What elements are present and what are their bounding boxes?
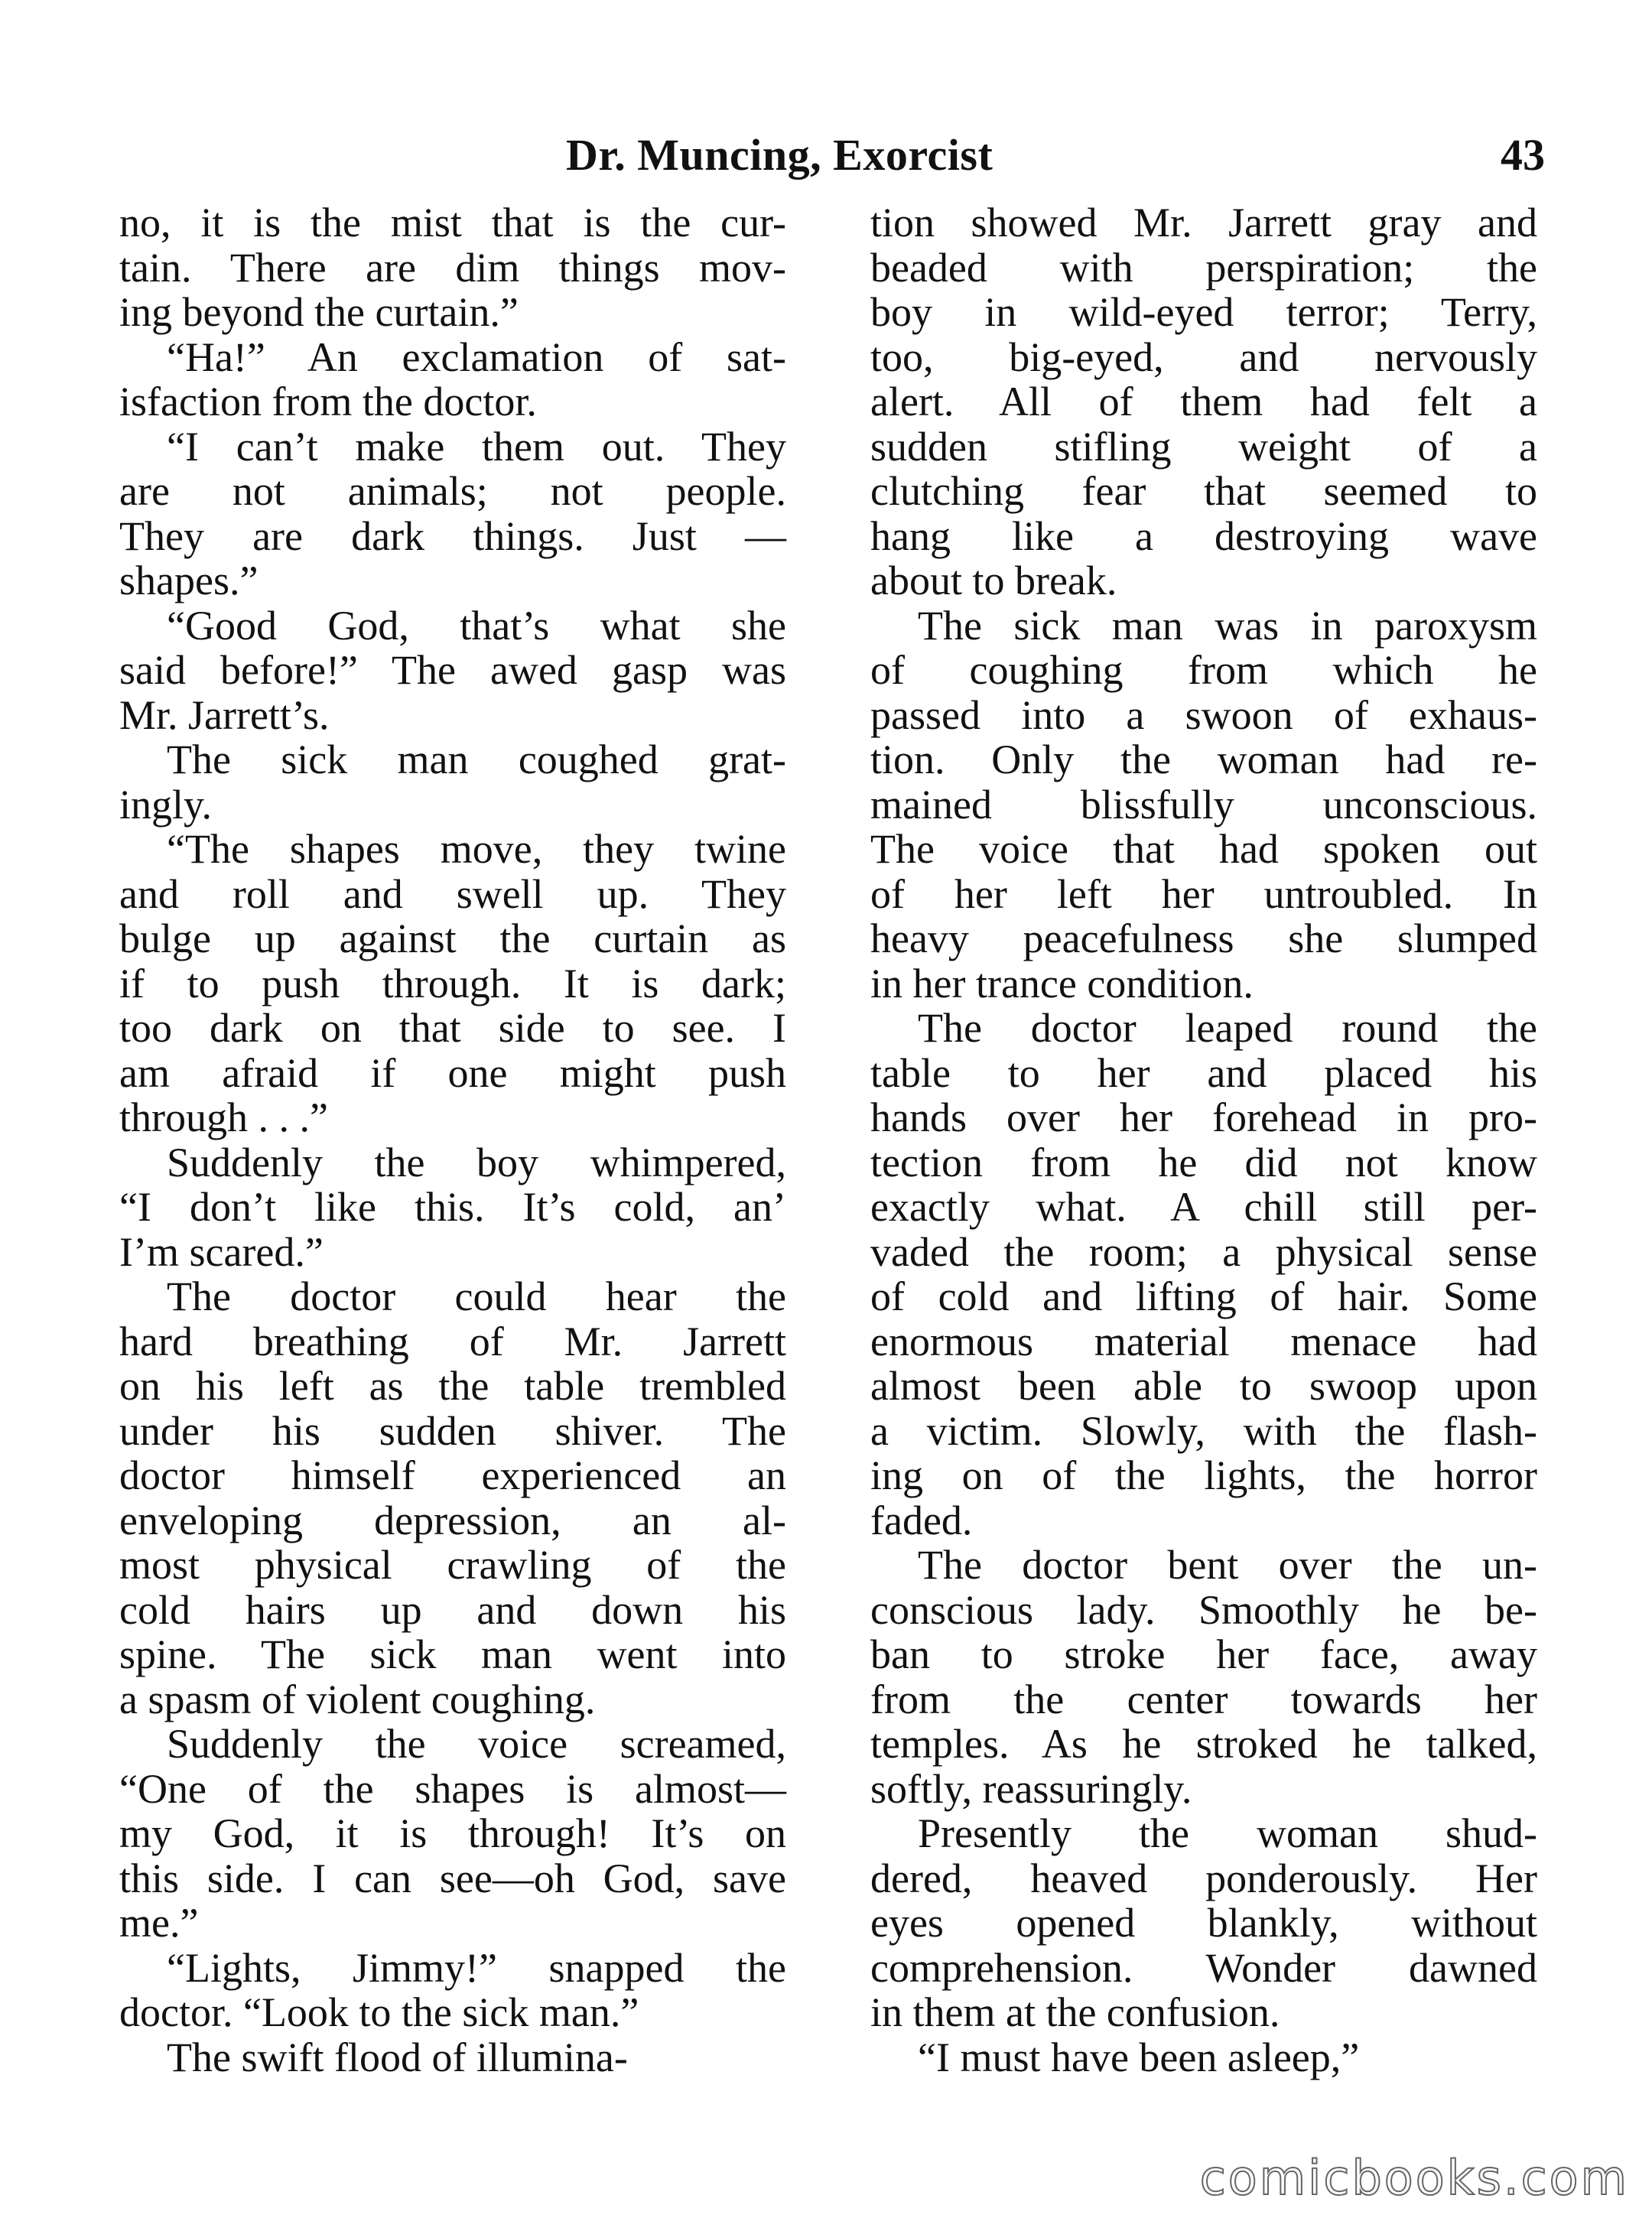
text-line: enveloping depression, an al-: [119, 1497, 786, 1543]
text-line: exactly what. A chill still per-: [870, 1184, 1537, 1230]
text-line: isfaction from the doctor.: [119, 379, 537, 424]
text-line: They are dark things. Just —: [119, 512, 786, 559]
text-line: vaded the room; a physical sense: [870, 1228, 1537, 1275]
text-line: sudden stifling weight of a: [870, 423, 1537, 470]
text-line: cold hairs up and down his: [119, 1586, 786, 1633]
text-line: tection from he did not know: [870, 1139, 1537, 1185]
text-line: too, big-eyed, and nervously: [870, 333, 1537, 380]
text-line: The swift flood of illumina-: [167, 2034, 628, 2080]
text-line: of cold and lifting of hair. Some: [870, 1273, 1537, 1319]
text-line: The voice that had spoken out: [870, 826, 1537, 872]
text-line: tain. There are dim things mov-: [119, 244, 786, 291]
text-line: “I don’t like this. It’s cold, an’: [119, 1184, 786, 1230]
text-line: on his left as the table trembled: [119, 1363, 786, 1409]
text-line: “Good God, that’s what she: [167, 602, 786, 649]
text-line: softly, reassuringly.: [870, 1765, 1192, 1812]
text-line: in her trance condition.: [870, 960, 1254, 1007]
right-column: [870, 200, 1537, 2080]
text-line: The sick man coughed grat-: [167, 737, 786, 782]
running-title: Dr. Muncing, Exorcist: [566, 130, 993, 180]
text-line: tion showed Mr. Jarrett gray and: [870, 200, 1537, 246]
text-line: this side. I can see—oh God, save: [119, 1855, 786, 1901]
text-line: mained blissfully unconscious.: [870, 781, 1537, 828]
text-line: The sick man was in paroxysm: [918, 602, 1537, 649]
text-line: Suddenly the boy whimpered,: [167, 1139, 786, 1185]
text-line: conscious lady. Smoothly he be-: [870, 1586, 1537, 1633]
text-line: me.”: [119, 1900, 199, 1946]
text-line: bulge up against the curtain as: [119, 915, 786, 961]
text-line: Mr. Jarrett’s.: [119, 691, 330, 738]
text-line: comprehension. Wonder dawned: [870, 1944, 1537, 1991]
text-line: if to push through. It is dark;: [119, 960, 786, 1007]
running-header: [566, 121, 1545, 190]
text-line: my God, it is through! It’s on: [119, 1810, 786, 1856]
text-line: spine. The sick man went into: [119, 1631, 786, 1677]
text-line: ingly.: [119, 781, 212, 828]
text-line: passed into a swoon of exhaus-: [870, 691, 1537, 738]
text-line: I’m scared.”: [119, 1228, 324, 1275]
text-line: “I must have been asleep,”: [918, 2034, 1360, 2080]
text-line: clutching fear that seemed to: [870, 468, 1537, 514]
text-line: alert. All of them had felt a: [870, 379, 1537, 424]
text-line: “Lights, Jimmy!” snapped the: [167, 1944, 786, 1991]
text-line: doctor. “Look to the sick man.”: [119, 1989, 639, 2035]
text-line: beaded with perspiration; the: [870, 244, 1537, 291]
text-line: doctor himself experienced an: [119, 1452, 786, 1498]
text-line: The doctor leaped round the: [918, 1005, 1537, 1051]
text-line: The doctor bent over the un-: [918, 1542, 1537, 1588]
text-line: Suddenly the voice screamed,: [167, 1721, 786, 1767]
text-line: and roll and swell up. They: [119, 870, 786, 917]
text-line: hands over her forehead in pro-: [870, 1094, 1537, 1140]
text-line: too dark on that side to see. I: [119, 1005, 786, 1051]
text-line: ban to stroke her face, away: [870, 1631, 1537, 1677]
text-line: boy in wild-eyed terror; Terry,: [870, 289, 1537, 335]
text-line: most physical crawling of the: [119, 1542, 786, 1588]
text-line: shapes.”: [119, 558, 259, 603]
text-line: table to her and placed his: [870, 1049, 1537, 1096]
left-column: [119, 200, 786, 2080]
text-line: said before!” The awed gasp was: [119, 647, 786, 693]
text-line: ing on of the lights, the horror: [870, 1452, 1537, 1498]
text-line: heavy peacefulness she slumped: [870, 915, 1537, 961]
text-line: of coughing from which he: [870, 647, 1537, 693]
text-line: faded.: [870, 1497, 973, 1543]
text-line: from the center towards her: [870, 1676, 1537, 1722]
text-line: tion. Only the woman had re-: [870, 737, 1537, 782]
text-line: am afraid if one might push: [119, 1049, 786, 1096]
text-line: “One of the shapes is almost—: [119, 1765, 786, 1812]
text-line: Presently the woman shud-: [918, 1810, 1537, 1856]
text-line: are not animals; not people.: [119, 468, 786, 514]
text-line: almost been able to swoop upon: [870, 1363, 1537, 1409]
text-line: hang like a destroying wave: [870, 512, 1537, 559]
text-line: ing beyond the curtain.”: [119, 289, 519, 335]
text-line: eyes opened blankly, without: [870, 1900, 1537, 1946]
text-line: a victim. Slowly, with the flash-: [870, 1407, 1537, 1454]
page-number: 43: [1501, 130, 1545, 180]
text-line: hard breathing of Mr. Jarrett: [119, 1318, 786, 1364]
text-line: in them at the confusion.: [870, 1989, 1280, 2035]
watermark-logo: comicbooks.com: [1199, 2150, 1629, 2206]
text-line: “Ha!” An exclamation of sat-: [167, 333, 786, 380]
text-line: about to break.: [870, 558, 1117, 603]
text-line: through . . .”: [119, 1094, 328, 1140]
text-line: temples. As he stroked he talked,: [870, 1721, 1537, 1767]
text-line: enormous material menace had: [870, 1318, 1537, 1364]
text-line: The doctor could hear the: [167, 1273, 786, 1319]
text-line: no, it is the mist that is the cur-: [119, 200, 786, 246]
text-line: of her left her untroubled. In: [870, 870, 1537, 917]
text-line: a spasm of violent coughing.: [119, 1676, 596, 1722]
text-line: dered, heaved ponderously. Her: [870, 1855, 1537, 1901]
text-line: “The shapes move, they twine: [167, 826, 786, 872]
text-line: “I can’t make them out. They: [167, 423, 786, 470]
text-line: under his sudden shiver. The: [119, 1407, 786, 1454]
